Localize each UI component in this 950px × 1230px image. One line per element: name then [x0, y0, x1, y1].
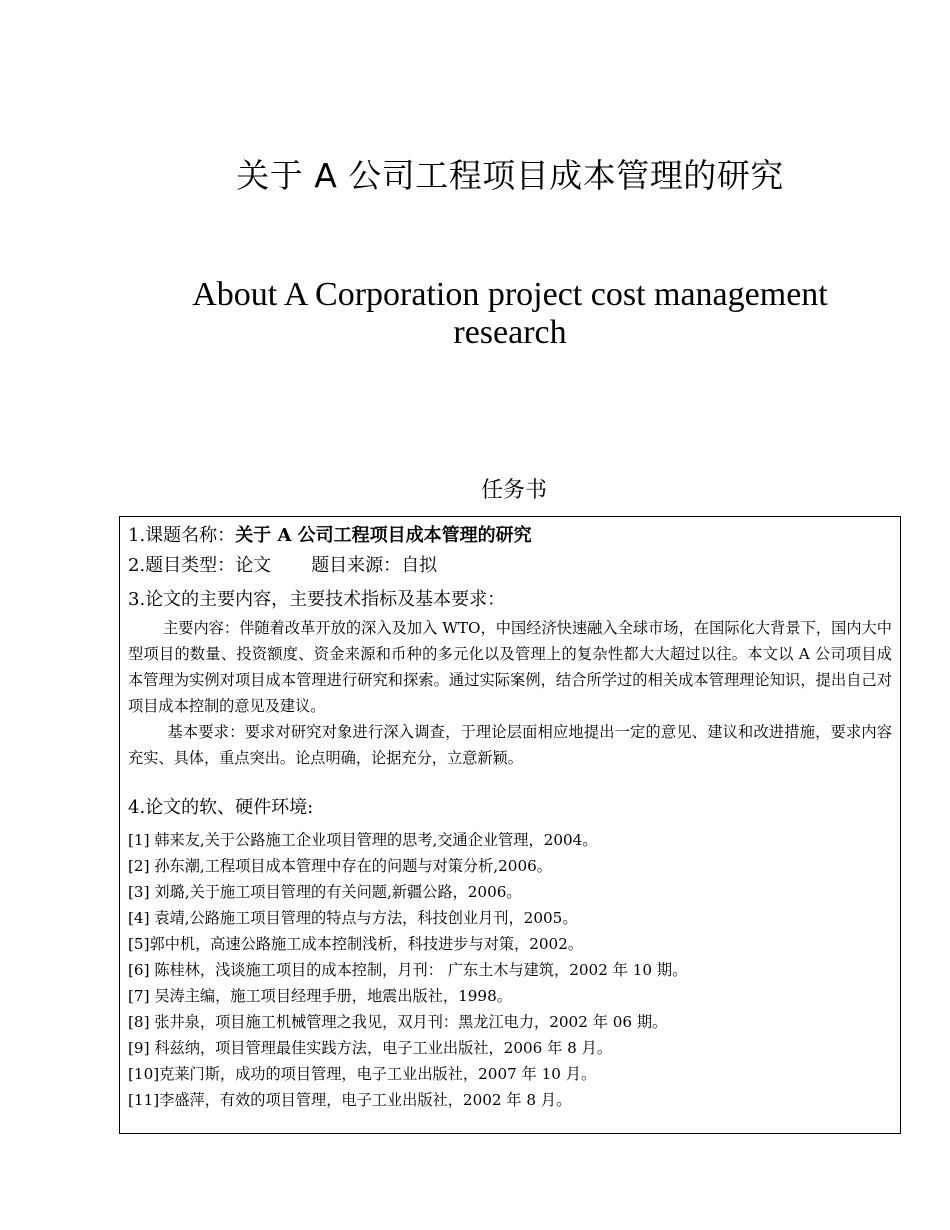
topic-label: 1.课题名称： — [128, 525, 236, 546]
reference-item: [1] 韩来友,关于公路施工企业项目管理的思考,交通企业管理，2004。 — [128, 831, 598, 849]
task-book-heading: 任务书 — [480, 478, 547, 503]
reference-item: [5]郭中机，高速公路施工成本控制浅析，科技进步与对策，2002。 — [128, 935, 584, 953]
source-value: 自拟 — [401, 555, 438, 576]
reference-item: [4] 袁靖,公路施工项目管理的特点与方法，科技创业月刊，2005。 — [128, 909, 578, 927]
reference-item: [8] 张井泉，项目施工机械管理之我见，双月刊：黑龙江电力，2002 年 06 期。 — [128, 1013, 668, 1031]
reference-list — [128, 827, 892, 1113]
type-row — [128, 551, 892, 581]
reference-item: [6] 陈桂林，浅谈施工项目的成本控制，月刊： 广东土木与建筑，2002 年 10 期。 — [128, 961, 688, 979]
content-label: 3.论文的主要内容，主要技术指标及基本要求： — [128, 589, 506, 610]
reference-item: [3] 刘璐,关于施工项目管理的有关问题,新疆公路，2006。 — [128, 883, 522, 901]
topic-value: 关于 A 公司工程项目成本管理的研究 — [235, 525, 532, 546]
type-value: 论文 — [235, 555, 272, 576]
reference-item: [11]李盛萍，有效的项目管理，电子工业出版社，2002 年 8 月。 — [128, 1091, 572, 1109]
reference-item: [2] 孙东潮,工程项目成本管理中存在的问题与对策分析,2006。 — [128, 857, 552, 875]
task-book-table — [119, 516, 901, 1134]
main-content-paragraph: 主要内容：伴随着改革开放的深入及加入 WTO，中国经济快速融入全球市场，在国际化大背景下，国内大中型项目的数量、投资额度、资金来源和币种的多元化以及管理上的复杂性都大大超过以往。本文以 A 公司项目成本管理为实例对项目成本管理进行研究和探索。通过实际案例，结合所学过的相关成本管理理论知识，提出自己对项目成本控制的意见及建议。 — [128, 619, 892, 715]
type-label: 2.题目类型： — [128, 555, 236, 576]
page-title-chinese: 关于 A 公司工程项目成本管理的研究 — [236, 156, 784, 195]
topic-row — [128, 521, 892, 551]
requirements-paragraph: 基本要求：要求对研究对象进行深入调查，于理论层面相应地提出一定的意见、建议和改进措施，要求内容充实、具体，重点突出。论点明确，论据充分，立意新颖。 — [128, 723, 892, 767]
reference-item: [10]克莱门斯，成功的项目管理，电子工业出版社，2007 年 10 月。 — [128, 1065, 597, 1083]
reference-item: [7] 吴涛主编，施工项目经理手册，地震出版社，1998。 — [128, 987, 512, 1005]
reference-item: [9] 科兹纳，项目管理最佳实践方法，电子工业出版社，2006 年 8 月。 — [128, 1039, 613, 1057]
environment-label: 4.论文的软、硬件环境: — [128, 797, 314, 818]
page-title-english: About A Corporation project cost management research — [192, 276, 828, 351]
source-label: 题目来源： — [311, 555, 402, 576]
